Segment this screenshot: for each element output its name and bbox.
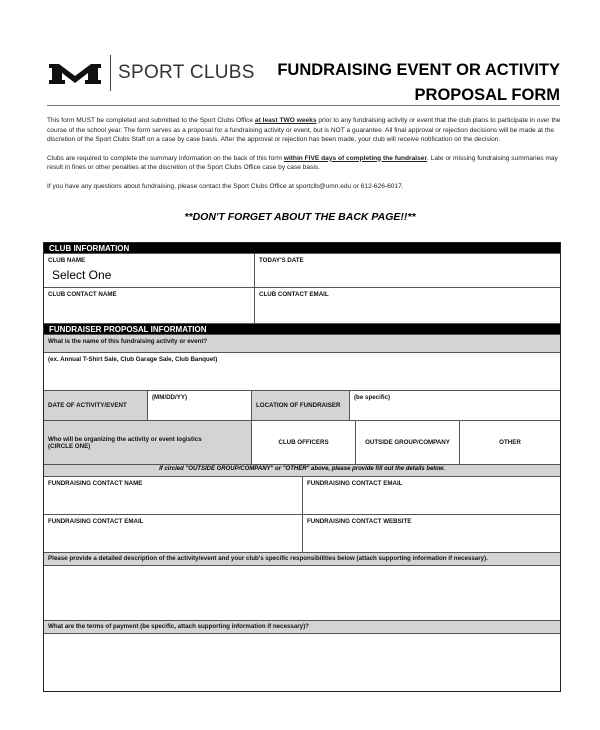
title-line-2: PROPOSAL FORM <box>414 86 560 104</box>
description-answer-row <box>44 565 560 620</box>
payment-question: What are the terms of payment (be specific, attach supporting information if necessary)? <box>44 621 560 633</box>
club-name-select[interactable]: Select One <box>52 268 112 282</box>
fundraising-contact-name-field[interactable] <box>44 477 302 514</box>
club-info-section-header <box>44 243 560 253</box>
proposal-section-header <box>44 323 560 334</box>
fundraising-contact-website-field[interactable] <box>302 515 560 552</box>
back-page-reminder: **DON'T FORGET ABOUT THE BACK PAGE!!** <box>184 211 416 223</box>
instructions <box>47 116 562 200</box>
club-contact-row <box>44 287 560 323</box>
field-label: TODAY'S DATE <box>259 257 304 264</box>
event-name-row <box>44 352 560 390</box>
option-other[interactable]: OTHER <box>459 421 560 464</box>
field-label: FUNDRAISING CONTACT EMAIL <box>307 480 403 487</box>
form-header <box>0 0 600 108</box>
event-name-question-row <box>44 334 560 352</box>
option-club-officers[interactable]: CLUB OFFICERS <box>251 421 355 464</box>
event-name-example: (ex. Annual T-Shirt Sale, Club Garage Sale, Club Banquet) <box>48 356 218 363</box>
instruction-paragraph-2 <box>47 154 562 173</box>
location-field[interactable] <box>349 391 560 420</box>
payment-answer-row <box>44 633 560 691</box>
title-line-1: FUNDRAISING EVENT OR ACTIVITY <box>277 61 560 79</box>
description-question: Please provide a detailed description of the activity/event and your club's specific responsibilities below (attach supporting information if necessary). <box>44 553 560 565</box>
instruction-text: . Late or missing fundraising summaries may result in fines or other penalties at the discretion of the Sport Clubs Office case by case basis. <box>47 154 558 171</box>
instruction-text: This form MUST be completed and submitted to the Sport Clubs Office <box>47 117 255 124</box>
field-label: FUNDRAISING CONTACT EMAIL <box>48 518 144 525</box>
organizer-row <box>44 420 560 464</box>
instruction-text: prior to any fundraising activity or event that the club plans to participate in over the course of the school year. The form serves as a proposal for a fundraising activity or event, but is NOT a guarantee. All final approval or rejection decisions will be made at the discretion of the Sport Clubs Staff on a case by case basis. After the approval or rejection has been made, your club will receive notification on the decision. <box>47 117 561 143</box>
description-question-row <box>44 552 560 565</box>
field-label: CLUB CONTACT NAME <box>48 291 117 298</box>
option-outside-group[interactable]: OUTSIDE GROUP/COMPANY <box>355 421 459 464</box>
university-m-logo-icon <box>47 60 103 88</box>
instruction-paragraph-1 <box>47 116 562 145</box>
section-heading: CLUB INFORMATION <box>44 243 560 253</box>
field-label: FUNDRAISING CONTACT NAME <box>48 480 143 487</box>
instruction-text: Clubs are required to complete the summary information on the back of this form <box>47 154 284 162</box>
location-hint: (be specific) <box>354 394 391 401</box>
date-field[interactable] <box>147 391 251 420</box>
club-name-field[interactable] <box>44 254 254 287</box>
deadline-emphasis: at least TWO weeks <box>254 117 317 124</box>
field-label: CLUB CONTACT EMAIL <box>259 291 329 298</box>
fundraising-contact-email-field[interactable] <box>302 477 560 514</box>
todays-date-field[interactable] <box>254 254 560 287</box>
fundraising-contact-row-1 <box>44 476 560 514</box>
proposal-form <box>43 242 561 692</box>
instruction-paragraph-3: If you have any questions about fundraising, please contact the Sport Clubs Office at sportclb@umn.edu or 612-626-6017. <box>47 182 404 190</box>
organizer-question-text: Who will be organizing the activity or event logistics <box>48 435 202 443</box>
club-name-row <box>44 253 560 287</box>
date-label: DATE OF ACTIVITY/EVENT <box>44 391 147 420</box>
outside-group-note: If circled "OUTSIDE GROUP/COMPANY" or "OTHER" above, please provide fill out the details below. <box>44 465 560 476</box>
payment-question-row <box>44 620 560 633</box>
field-label: CLUB NAME <box>48 257 86 264</box>
outside-note-row <box>44 464 560 476</box>
fundraising-contact-row-2 <box>44 514 560 552</box>
section-heading: FUNDRAISER PROPOSAL INFORMATION <box>44 324 560 334</box>
club-contact-email-field[interactable] <box>254 288 560 323</box>
description-textarea[interactable] <box>44 566 560 620</box>
sport-clubs-brand: SPORT CLUBS <box>118 62 255 83</box>
payment-textarea[interactable] <box>44 634 560 691</box>
field-label: FUNDRAISING CONTACT WEBSITE <box>307 518 412 525</box>
logo-divider <box>110 55 111 91</box>
organizer-hint: (CIRCLE ONE) <box>48 442 91 450</box>
organizer-question <box>44 421 251 464</box>
event-name-field[interactable] <box>44 353 560 390</box>
header-divider <box>47 105 560 106</box>
date-location-row <box>44 390 560 420</box>
location-label: LOCATION OF FUNDRAISER <box>251 391 349 420</box>
event-name-question: What is the name of this fundraising activity or event? <box>44 335 560 352</box>
club-contact-name-field[interactable] <box>44 288 254 323</box>
page-title <box>277 58 560 108</box>
date-format-hint: (MM/DD/YY) <box>152 394 188 401</box>
summary-deadline-emphasis: within FIVE days of completing the fundraiser <box>283 154 428 162</box>
fundraising-contact-email-field-2[interactable] <box>44 515 302 552</box>
